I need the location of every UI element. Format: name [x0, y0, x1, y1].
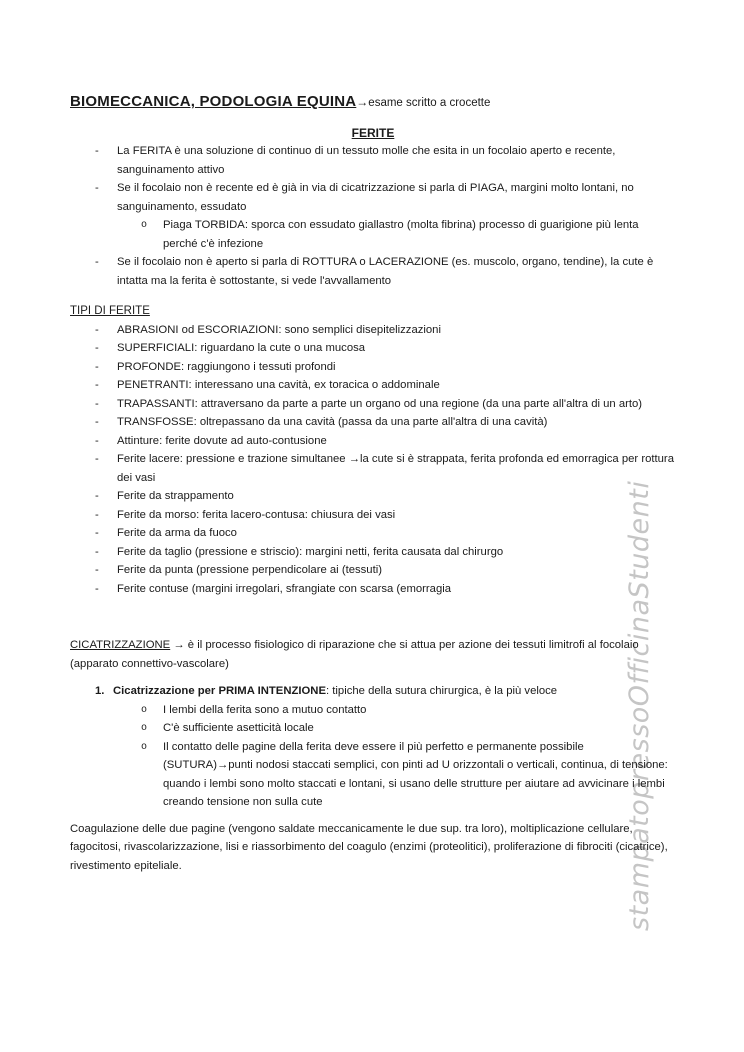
document-content [70, 92, 676, 875]
list-item: - SUPERFICIALI: riguardano la cute o una mucosa [70, 339, 676, 358]
list-item: - PROFONDE: raggiungono i tessuti profondi [70, 358, 676, 377]
list-subitem: o I lembi della ferita sono a mutuo contatto [70, 701, 676, 720]
section-heading-ferite: FERITE [351, 126, 395, 140]
list-item: - PENETRANTI: interessano una cavità, ex toracica o addominale [70, 376, 676, 395]
title-note: esame scritto a crocette [368, 97, 491, 109]
watermark-text: stampatopressoOfficinaStudenti [624, 480, 655, 931]
list-item: - Ferite da punta (pressione perpendicolare ai (tessuti) [70, 561, 676, 580]
list-item: - Ferite da strappamento [70, 487, 676, 506]
list-item: - Ferite lacere: pressione e trazione simultanee →la cute si è strappata, ferita profonda ed emorragica per rottura dei vasi [70, 450, 676, 487]
list-item: - Ferite da taglio (pressione e striscio): margini netti, ferita causata dal chirurgo [70, 543, 676, 562]
tipi-di-ferite-list [70, 321, 676, 432]
list-number: 1. [95, 685, 105, 697]
list-item: - TRAPASSANTI: attraversano da parte a parte un organo od una regione (da una parte all'altra di un arto) [70, 395, 676, 414]
arrow-glyph: → [356, 95, 369, 109]
list-item: - ABRASIONI od ESCORIAZIONI: sono semplici disepitelizzazioni [70, 321, 676, 340]
closing-paragraph: Coagulazione delle due pagine (vengono saldate meccanicamente le due sup. tra loro), moltiplicazione cellulare, fagocitosi, rivascolarizzazione, lisi e riassorbimento del coagulo (enzimi (proteolitici), proliferazione di fibrociti (cicatrice), rivestimento epiteliale. [70, 822, 668, 872]
prima-intenzione-sublist [70, 701, 676, 812]
cicatrizzazione-intro-text: è il processo fisiologico di riparazione che si attua per azione dei tessuti limitrofi al focolaio (apparato connettivo-vascolare) [70, 639, 639, 670]
list-item: - Se il focolaio non è aperto si parla di ROTTURA o LACERAZIONE (es. muscolo, organo, tendine), la cute è intatta ma la ferita è sottostante, si vede l'avvallamento [70, 253, 676, 290]
list-item: - Ferite contuse (margini irregolari, sfrangiate con scarsa (emorragia [70, 580, 676, 599]
numbered-item-bold-text: Cicatrizzazione per PRIMA INTENZIONE [113, 685, 326, 697]
numbered-item-prima-intenzione [70, 682, 676, 701]
list-item: - Attinture: ferite dovute ad auto-contusione [70, 432, 676, 451]
list-item: - Ferite da arma da fuoco [70, 524, 676, 543]
list-subitem: o Piaga TORBIDA: sporca con essudato giallastro (molta fibrina) processo di guarigione più lenta perché c'è infezione [70, 216, 676, 253]
page-title: BIOMECCANICA, PODOLOGIA EQUINA [70, 93, 357, 110]
numbered-item-rest-text: : tipiche della sutura chirurgica, è la più veloce [326, 685, 558, 697]
list-subitem: o C'è sufficiente asetticità locale [70, 719, 676, 738]
list-item: - Ferite da morso: ferita lacero-contusa: chiusura dei vasi [70, 506, 676, 525]
ferite-intro-list [70, 142, 676, 290]
section-heading-cicatrizzazione: CICATRIZZAZIONE [70, 639, 171, 651]
document-title-line [70, 92, 676, 113]
arrow-glyph: → [173, 639, 185, 651]
list-item: - TRANSFOSSE: oltrepassano da una cavità (passa da una parte all'altra di una cavità) [70, 413, 676, 432]
list-item: - La FERITA è una soluzione di continuo di un tessuto molle che esita in un focolaio aperto e recente, sanguinamento attivo [70, 142, 676, 179]
ferite-types-list [70, 432, 676, 599]
list-subitem: o Il contatto delle pagine della ferita deve essere il più perfetto e permanente possibile (SUTURA)→punti nodosi staccati semplici, con pinti ad U orizzontali o verticali, continua, di tensione: quando i lembi sono molto staccati e lontani, si usano delle strutture per aiutare ad avvicinare i lembi creando tensione non sulla cute [70, 738, 676, 812]
section-heading-tipi-di-ferite: TIPI DI FERITE [70, 305, 150, 317]
cicatrizzazione-paragraph [70, 636, 676, 673]
list-item: - Se il focolaio non è recente ed è già in via di cicatrizzazione si parla di PIAGA, margini molto lontani, no sanguinamento, essudato [70, 179, 676, 216]
